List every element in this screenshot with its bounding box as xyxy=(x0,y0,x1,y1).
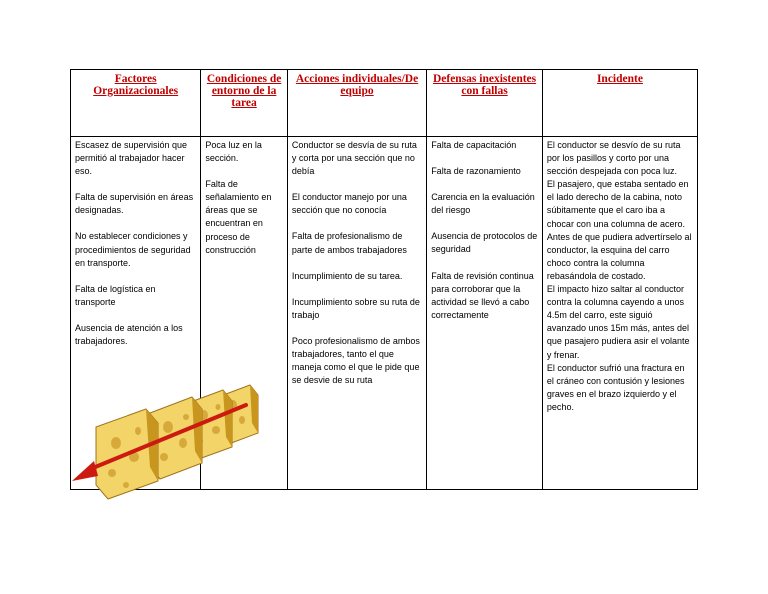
list-item: Poca luz en la sección. xyxy=(205,140,262,164)
list-item: Incumplimiento de su tarea. xyxy=(291,270,403,281)
header-defensas-inexistentes: Defensas inexistentes con fallas xyxy=(427,70,543,137)
list-item: Falta de logística en transporte xyxy=(75,283,156,307)
list-item: Falta de supervisión en áreas designadas. xyxy=(75,192,194,216)
incident-sentence: El pasajero, que estaba sentado en el lado derecho de la cabina, noto súbitamente que el caro iba a chocar con una columna de acero. xyxy=(546,179,689,229)
list-item: Falta de capacitación xyxy=(431,140,517,150)
list-item: Escasez de supervisión que permitió al trabajador hacer eso. xyxy=(75,140,188,177)
list-item: Ausencia de atención a los trabajadores. xyxy=(75,322,183,347)
cell-incidente xyxy=(542,137,697,490)
cell-acciones-individuales xyxy=(287,137,426,490)
list-item: Falta de razonamiento xyxy=(431,166,521,177)
header-incidente: Incidente xyxy=(542,70,697,137)
incident-sentence: Antes de que pudiera advertírselo al conductor, la esquina del carro choco contra la columna rebasándola de costado. xyxy=(546,231,692,281)
list-item: Conductor se desvía de su ruta y corta por una sección que no debía xyxy=(291,140,417,177)
list-item: Poco profesionalismo de ambos trabajadores, tanto el que maneja como el que le pide que se desvie de su ruta xyxy=(291,335,420,386)
header-factores-organizacionales: Factores Organizacionales xyxy=(71,70,201,137)
list-item: No establecer condiciones y procedimientos de seguridad en transporte. xyxy=(75,231,191,268)
list-item: Falta de revisión continua para corroborar que la actividad se llevó a cabo correctamente xyxy=(431,270,534,320)
list-item: Incumplimiento sobre su ruta de trabajo xyxy=(291,296,420,320)
list-item: El conductor manejo por una sección que no conocía xyxy=(291,192,407,216)
swiss-cheese-model-icon xyxy=(68,375,268,500)
cell-defensas-inexistentes xyxy=(427,137,543,490)
header-acciones-individuales: Acciones individuales/De equipo xyxy=(287,70,426,137)
header-row xyxy=(71,70,698,137)
header-condiciones-entorno: Condiciones de entorno de la tarea xyxy=(201,70,288,137)
incident-sentence: El impacto hizo saltar al conductor contra la columna cayendo a unos 4.5m del carro, este siguió avanzado unos 15m más, antes del que pasajero pudiera asir el volante y frenar. xyxy=(546,284,690,360)
list-item: Falta de señalamiento en áreas que se encuentran en proceso de construcción xyxy=(205,179,272,255)
incident-sentence: El conductor se desvío de su ruta por los pasillos y corto por una sección despejada con poca luz. xyxy=(546,140,681,177)
list-item: Carencia en la evaluación del riesgo xyxy=(431,192,535,216)
incident-sentence: El conductor sufrió una fractura en el cráneo con contusión y lesiones graves en el brazo izquierdo y el pecho. xyxy=(546,362,685,412)
list-item: Falta de profesionalismo de parte de ambos trabajadores xyxy=(291,231,407,255)
incident-narrative xyxy=(547,139,693,414)
list-item: Ausencia de protocolos de seguridad xyxy=(431,231,538,255)
